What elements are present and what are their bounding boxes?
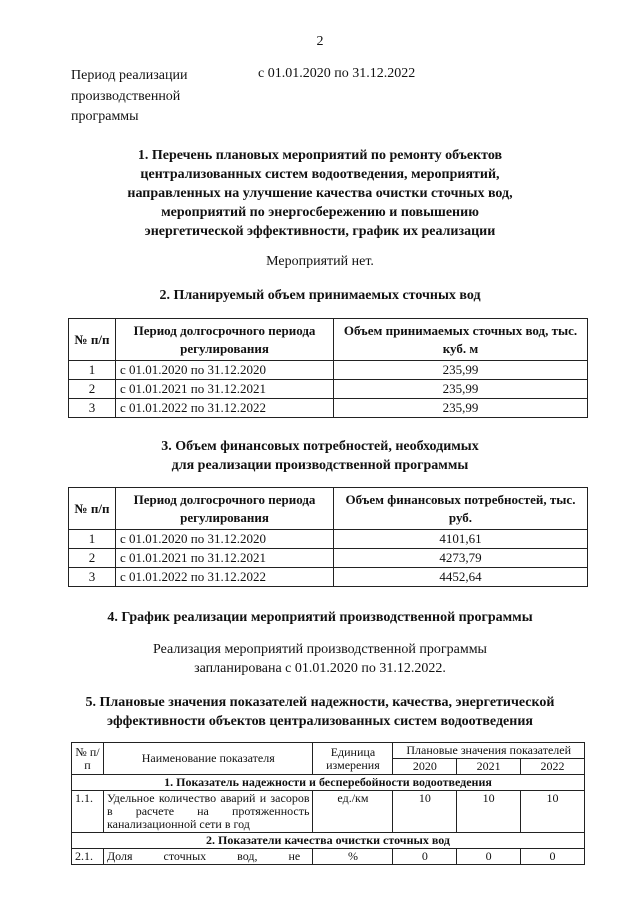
section2-title: 2. Планируемый объем принимаемых сточных вод bbox=[159, 288, 481, 303]
table-row bbox=[72, 791, 585, 833]
table-row bbox=[69, 380, 588, 399]
table-row bbox=[69, 530, 588, 549]
table-header-num: № п/п bbox=[69, 488, 116, 530]
row-period: с 01.01.2021 по 31.12.2021 bbox=[116, 549, 334, 568]
row-num: 2.1. bbox=[72, 849, 104, 865]
table-header-name: Наименование показателя bbox=[103, 743, 313, 775]
row-num: 1.1. bbox=[72, 791, 104, 833]
period-value: с 01.01.2020 по 31.12.2022 bbox=[258, 66, 416, 81]
row-period: с 01.01.2022 по 31.12.2022 bbox=[116, 568, 334, 587]
table-header-finance: Объем финансовых потребностей, тыс. руб. bbox=[334, 488, 588, 530]
table-header-num: № п/п bbox=[69, 319, 116, 361]
table-row bbox=[69, 361, 588, 380]
table-header-period: Период долгосрочного периода регулирования bbox=[116, 319, 334, 361]
row-name: Доля сточных вод, не bbox=[103, 849, 313, 865]
row-num: 1 bbox=[69, 361, 116, 380]
row-value: 10 bbox=[457, 791, 521, 833]
row-num: 2 bbox=[69, 380, 116, 399]
row-num: 3 bbox=[69, 568, 116, 587]
table-header-year: 2020 bbox=[393, 759, 457, 775]
row-value: 4101,61 bbox=[334, 530, 588, 549]
row-period: с 01.01.2020 по 31.12.2020 bbox=[116, 361, 334, 380]
row-value: 235,99 bbox=[334, 361, 588, 380]
row-period: с 01.01.2022 по 31.12.2022 bbox=[116, 399, 334, 418]
table-row bbox=[69, 549, 588, 568]
row-value: 235,99 bbox=[334, 380, 588, 399]
row-value: 4273,79 bbox=[334, 549, 588, 568]
section4-title: 4. График реализации мероприятий производственной программы bbox=[107, 610, 533, 625]
table-header-year: 2021 bbox=[457, 759, 521, 775]
row-period: с 01.01.2020 по 31.12.2020 bbox=[116, 530, 334, 549]
row-period: с 01.01.2021 по 31.12.2021 bbox=[116, 380, 334, 399]
group-title: 1. Показатель надежности и бесперебойности водоотведения bbox=[72, 775, 585, 791]
row-value: 235,99 bbox=[334, 399, 588, 418]
row-value: 0 bbox=[521, 849, 585, 865]
table-row bbox=[69, 399, 588, 418]
table-row bbox=[69, 568, 588, 587]
group-title: 2. Показатели качества очистки сточных вод bbox=[72, 833, 585, 849]
table-header-unit: Единица измерения bbox=[313, 743, 393, 775]
table-header-period: Период долгосрочного периода регулирования bbox=[116, 488, 334, 530]
table-row bbox=[72, 849, 585, 865]
page-number: 2 bbox=[316, 34, 324, 49]
section1-note: Мероприятий нет. bbox=[266, 254, 374, 269]
table-header-num: № п/п bbox=[72, 743, 104, 775]
row-num: 3 bbox=[69, 399, 116, 418]
row-value: 4452,64 bbox=[334, 568, 588, 587]
row-value: 10 bbox=[521, 791, 585, 833]
section3-title: 3. Объем финансовых потребностей, необходимых для реализации производственной программы bbox=[161, 439, 479, 473]
row-num: 1 bbox=[69, 530, 116, 549]
section1-title: 1. Перечень плановых мероприятий по ремонту объектов централизованных систем водоотведения, мероприятий, направленных на улучшение качества очистки сточных вод, мероприятий по энергосбережению и повышению энергетической эффективности, график их реализации bbox=[127, 148, 513, 239]
row-unit: % bbox=[313, 849, 393, 865]
row-value: 10 bbox=[393, 791, 457, 833]
section4-text-line1: Реализация мероприятий производственной программы bbox=[153, 642, 487, 657]
period-label: Период реализации производственной программы bbox=[71, 68, 188, 124]
table-header-volume: Объем принимаемых сточных вод, тыс. куб. м bbox=[334, 319, 588, 361]
section4-text-line2: запланирована с 01.01.2020 по 31.12.2022. bbox=[194, 661, 446, 676]
finance-table bbox=[68, 487, 588, 587]
table-header-planned: Плановые значения показателей bbox=[393, 743, 585, 759]
row-value: 0 bbox=[457, 849, 521, 865]
row-value: 0 bbox=[393, 849, 457, 865]
indicators-table bbox=[71, 742, 585, 865]
row-num: 2 bbox=[69, 549, 116, 568]
volume-table bbox=[68, 318, 588, 418]
row-unit: ед./км bbox=[313, 791, 393, 833]
section5-title: 5. Плановые значения показателей надежности, качества, энергетической эффективности объектов централизованных систем водоотведения bbox=[85, 695, 555, 729]
row-name: Удельное количество аварий и засоров в расчете на протяженность канализационной сети в год bbox=[103, 791, 313, 833]
table-header-year: 2022 bbox=[521, 759, 585, 775]
